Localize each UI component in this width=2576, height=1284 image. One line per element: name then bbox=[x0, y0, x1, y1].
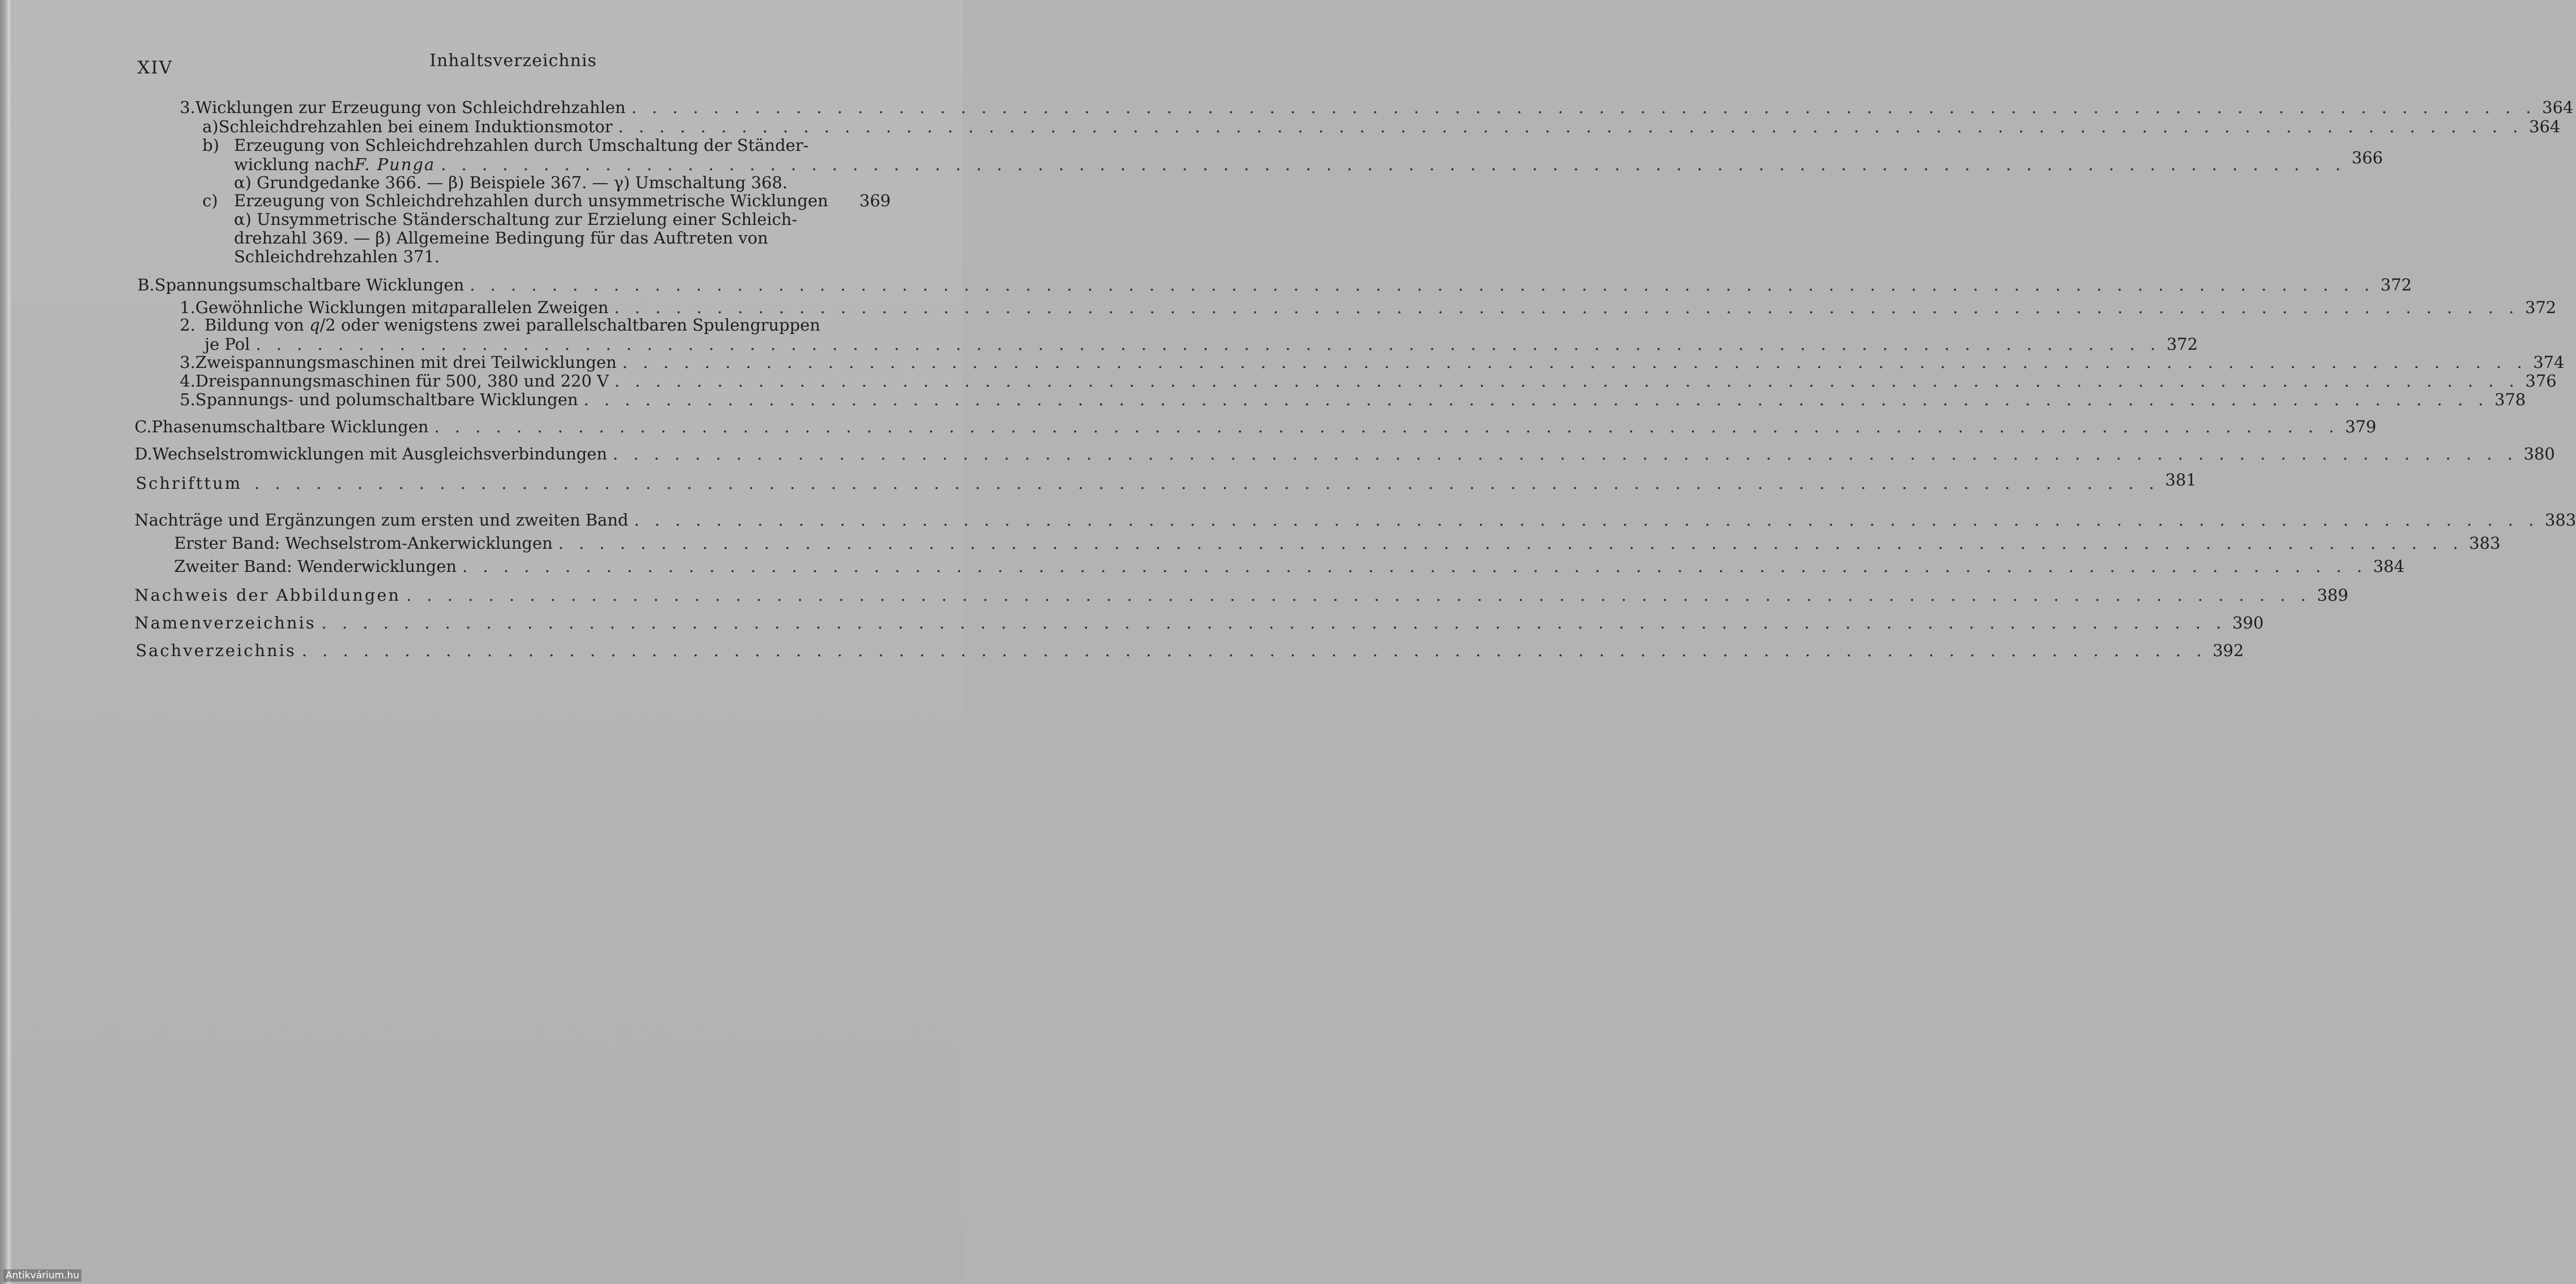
dot-leader: . . . . . . . . . . . . . . . . . . . . . . . . . . . . . . . . . . . . . . . . . . . . . . . . . . . . . . . . . . . . . . . . . . . . . . . . . . . . . . . . . . . . . . . . . . . . . bbox=[470, 275, 2375, 294]
entry-title: Erzeugung von Schleichdrehzahlen durch unsymmetrische Wicklungen bbox=[234, 191, 829, 210]
entry-page: 372 bbox=[2525, 298, 2557, 317]
entry-title: Namenverzeichnis bbox=[135, 613, 316, 632]
entry-number: D. bbox=[135, 444, 153, 463]
toc-entry-B5 bbox=[180, 390, 2526, 409]
toc-entry-B2-line1 bbox=[180, 315, 820, 335]
entry-title: Zweispannungsmaschinen mit drei Teilwicklungen bbox=[195, 353, 617, 372]
toc-entry-nachtraege bbox=[135, 510, 2576, 530]
entry-title: Gewöhnliche Wicklungen mit bbox=[195, 298, 439, 317]
entry-number: c) bbox=[202, 191, 218, 210]
dot-leader: . . . . . . . . . . . . . . . . . . . . . . . . . . . . . . . . . . . . . . . . . . . . . . . . . . . . . . . . . . . . . . . . . . . . . . . . . . . . . . . . . . . . . . . . . . . . . bbox=[406, 585, 2312, 605]
entry-number: a) bbox=[202, 117, 219, 136]
dot-leader: . . . . . . . . . . . . . . . . . . . . . . . . . . . . . . . . . . . . . . . . . . . . . . . . . . . . . . . . . . . . . . . . . . . . . . . . . . . . . . . . . . . . . . . . . . . . . bbox=[254, 474, 2159, 493]
entry-page: 381 bbox=[2165, 470, 2197, 489]
entry-page: 364 bbox=[2529, 117, 2561, 136]
entry-page: 384 bbox=[2373, 557, 2405, 576]
toc-entry-3 bbox=[180, 98, 2574, 117]
dot-leader: . . . . . . . . . . . . . . . . . . . . . . . . . . . . . . . . . . . . . . . . . . . . . . . . . . . . . . . . . . . . . . . . . . . . . . . . . . . . . . . . . . . . . . . . . . . . . bbox=[301, 641, 2207, 660]
entry-page: 392 bbox=[2212, 641, 2244, 660]
entry-page: 364 bbox=[2542, 98, 2574, 117]
dot-leader: . . . . . . . . . . . . . . . . . . . . . . . . . . . . . . . . . . . . . . . . . . . . . . . . . . . . . . . . . . . . . . . . . . . . . . . . . . . . . . . . . . . . . . . . . . . . . bbox=[613, 444, 2518, 463]
entry-title: Erzeugung von Schleichdrehzahlen durch Umschaltung der Ständer- bbox=[234, 136, 809, 155]
dot-leader: . . . . . . . . . . . . . . . . . . . . . . . . . . . . . . . . . . . . . . . . . . . . . . . . . . . . . . . . . . . . . . . . . . . . . . . . . . . . . . . . . . . . . . . . . . . . . bbox=[614, 371, 2519, 391]
entry-number: B. bbox=[137, 275, 155, 294]
subsection-list: α) Grundgedanke 366. — β) Beispiele 367. — γ) Umschaltung 368. bbox=[234, 173, 788, 192]
dot-leader: . . . . . . . . . . . . . . . . . . . . . . . . . . . . . . . . . . . . . . . . . . . . . . . . . . . . . . . . . . . . . . . . . . . . . . . . . . . . . . . . . . . . . . . . . . . . . bbox=[634, 510, 2539, 530]
dot-leader: . . . . . . . . . . . . . . . . . . . . . . . . . . . . . . . . . . . . . . . . . . . . . . . . . . . . . . . . . . . . . . . . . . . . . . . . . . . . . . . . . . . . . . . . . . . . . bbox=[440, 155, 2346, 174]
entry-page: 380 bbox=[2523, 444, 2555, 463]
entry-title: Schrifttum bbox=[136, 474, 242, 493]
entry-page: 372 bbox=[2166, 335, 2198, 354]
entry-page: 383 bbox=[2469, 533, 2501, 553]
entry-title: Spannungsumschaltbare Wicklungen bbox=[154, 275, 465, 294]
entry-page: 378 bbox=[2494, 390, 2526, 409]
dot-leader: . . . . . . . . . . . . . . . . . . . . . . . . . . . . . . . . . . . . . . . . . . . . . . . . . . . . . . . . . . . . . . . . . . . . . . . . . . . . . . . . . . . . . . . . . . . . . bbox=[618, 117, 2523, 136]
entry-page: 389 bbox=[2317, 585, 2349, 605]
toc-entry-zweiter-band bbox=[174, 557, 2405, 576]
page-number: XIV bbox=[137, 58, 173, 78]
entry-number: 1. bbox=[180, 298, 196, 317]
dot-leader: . . . . . . . . . . . . . . . . . . . . . . . . . . . . . . . . . . . . . . . . . . . . . . . . . . . . . . . . . . . . . . . . . . . . . . . . . . . . . . . . . . . . . . . . . . . . . bbox=[434, 417, 2339, 436]
entry-title: Sachverzeichnis bbox=[136, 641, 296, 660]
entry-number: 2. bbox=[180, 315, 196, 335]
entry-title: Bildung von bbox=[205, 315, 310, 335]
toc-entry-erster-band bbox=[174, 533, 2501, 553]
entry-number: 4. bbox=[180, 371, 196, 391]
entry-page: 372 bbox=[2380, 275, 2412, 294]
dot-leader: . . . . . . . . . . . . . . . . . . . . . . . . . . . . . . . . . . . . . . . . . . . . . . . . . . . . . . . . . . . . . . . . . . . . . . . . . . . . . . . . . . . . . . . . . . . . . bbox=[583, 390, 2489, 409]
dot-leader: . . . . . . . . . . . . . . . . . . . . . . . . . . . . . . . . . . . . . . . . . . . . . . . . . . . . . . . . . . . . . . . . . . . . . . . . . . . . . . . . . . . . . . . . . . . . . bbox=[558, 533, 2464, 553]
toc-entry-B4 bbox=[180, 371, 2557, 391]
entry-page: 383 bbox=[2544, 510, 2576, 530]
author-name: F. Punga bbox=[354, 155, 435, 174]
watermark-text: Antikvárium.hu bbox=[3, 1269, 81, 1282]
dot-leader: . . . . . . . . . . . . . . . . . . . . . . . . . . . . . . . . . . . . . . . . . . . . . . . . . . . . . . . . . . . . . . . . . . . . . . . . . . . . . . . . . . . . . . . . . . . . . bbox=[462, 557, 2367, 576]
entry-page: 366 bbox=[2352, 148, 2383, 167]
variable-q: q bbox=[309, 315, 320, 335]
toc-entry-B bbox=[137, 275, 2412, 294]
entry-title: Zweiter Band: Wenderwicklungen bbox=[174, 557, 457, 576]
entry-page: 376 bbox=[2525, 371, 2557, 391]
entry-number: 3. bbox=[180, 353, 196, 372]
entry-title: Nachträge und Ergänzungen zum ersten und zweiten Band bbox=[135, 510, 628, 530]
entry-number: 5. bbox=[180, 390, 196, 409]
running-header-title: Inhaltsverzeichnis bbox=[430, 51, 597, 71]
toc-entry-3b-line1 bbox=[202, 136, 847, 155]
variable-a: a bbox=[439, 298, 449, 317]
dot-leader: . . . . . . . . . . . . . . . . . . . . . . . . . . . . . . . . . . . . . . . . . . . . . . . . . . . . . . . . . . . . . . . . . . . . . . . . . . . . . . . . . . . . . . . . . . . . . bbox=[321, 613, 2227, 632]
entry-page: 379 bbox=[2345, 417, 2376, 436]
toc-entry-C bbox=[135, 417, 2376, 436]
toc-entry-B2-line2 bbox=[205, 335, 2198, 354]
entry-number: C. bbox=[135, 417, 152, 436]
toc-entry-3c-sub3 bbox=[234, 247, 440, 266]
entry-title: Schleichdrehzahlen bei einem Induktionsmotor bbox=[218, 117, 613, 136]
entry-title: Erster Band: Wechselstrom-Ankerwicklungen bbox=[174, 533, 553, 553]
toc-entry-3c bbox=[202, 191, 891, 210]
dot-leader: . . . . . . . . . . . . . . . . . . . . . . . . . . . . . . . . . . . . . . . . . . . . . . . . . . . . . . . . . . . . . . . . . . . . . . . . . . . . . . . . . . . . . . . . . . . . . bbox=[631, 98, 2536, 117]
toc-entry-3a bbox=[202, 117, 2561, 136]
toc-entry-3c-sub2 bbox=[234, 228, 768, 248]
entry-title: Spannungs- und polumschaltbare Wicklungen bbox=[195, 390, 578, 409]
toc-entry-namen bbox=[135, 613, 2264, 632]
entry-number: 3. bbox=[180, 98, 196, 117]
toc-entry-3c-sub1 bbox=[234, 210, 797, 229]
subsection-list: α) Unsymmetrische Ständerschaltung zur Erzielung einer Schleich- bbox=[234, 210, 797, 229]
toc-entry-sach bbox=[136, 641, 2244, 660]
entry-page: 374 bbox=[2533, 353, 2565, 372]
entry-title-cont: /2 oder wenigstens zwei parallelschaltbaren Spulengruppen bbox=[319, 315, 821, 335]
dot-leader: . . . . . . . . . . . . . . . . . . . . . . . . . . . . . . . . . . . . . . . . . . . . . . . . . . . . . . . . . . . . . . . . . . . . . . . . . . . . . . . . . . . . . . . . . . . . . bbox=[622, 353, 2527, 372]
toc-entry-B3 bbox=[180, 353, 2565, 372]
entry-title-cont: je Pol bbox=[205, 335, 250, 354]
entry-title: Wechselstromwicklungen mit Ausgleichsverbindungen bbox=[152, 444, 608, 463]
toc-entry-schrifttum bbox=[136, 470, 2197, 493]
toc-entry-abbildungen bbox=[135, 585, 2349, 605]
entry-title-cont: parallelen Zweigen bbox=[448, 298, 609, 317]
entry-title: Wicklungen zur Erzeugung von Schleichdrehzahlen bbox=[195, 98, 626, 117]
entry-title: Dreispannungsmaschinen für 500, 380 und 220 V bbox=[195, 371, 609, 391]
entry-title-cont: wicklung nach bbox=[234, 155, 355, 174]
toc-entry-D bbox=[135, 444, 2555, 463]
entry-number: b) bbox=[202, 136, 219, 155]
toc-entry-3b-sub bbox=[234, 173, 787, 192]
entry-title: Nachweis der Abbildungen bbox=[135, 585, 401, 605]
dot-leader: . . . . . . . . . . . . . . . . . . . . . . . . . . . . . . . . . . . . . . . . . . . . . . . . . . . . . . . . . . . . . . . . . . . . . . . . . . . . . . . . . . . . . . . . . . . . . bbox=[255, 335, 2161, 354]
toc-entry-3b-line2 bbox=[234, 148, 2383, 174]
subsection-list-cont: Schleichdrehzahlen 371. bbox=[234, 247, 440, 266]
entry-title: Phasenumschaltbare Wicklungen bbox=[151, 417, 429, 436]
entry-page: 390 bbox=[2232, 613, 2264, 632]
entry-page: 369 bbox=[859, 191, 891, 210]
dot-leader: . . . . . . . . . . . . . . . . . . . . . . . . . . . . . . . . . . . . . . . . . . . . . . . . . . . . . . . . . . . . . . . . . . . . . . . . . . . . . . . . . . . . . . . . . . . . . bbox=[614, 298, 2519, 317]
toc-entry-B1 bbox=[180, 298, 2557, 317]
subsection-list-cont: drehzahl 369. — β) Allgemeine Bedingung für das Auftreten von bbox=[234, 228, 768, 248]
